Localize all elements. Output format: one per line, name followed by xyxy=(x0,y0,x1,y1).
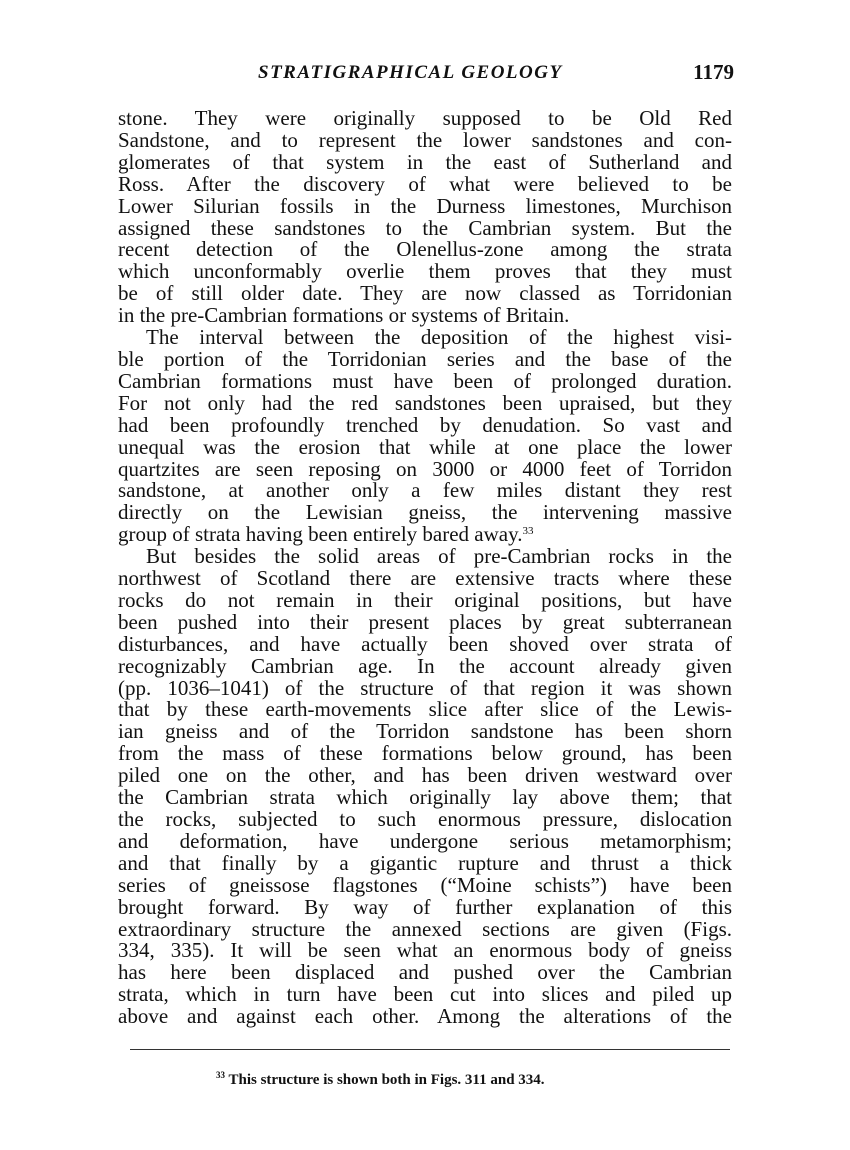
text-line-with-footnote-ref xyxy=(118,524,732,546)
text-line: Sandstone, and to represent the lower sandstones and con- xyxy=(118,127,732,152)
text-line: rocks do not remain in their original positions, but have xyxy=(118,587,732,612)
page-number: 1179 xyxy=(693,60,734,84)
text-line: in the pre-Cambrian formations or systems of Britain. xyxy=(118,303,570,328)
text-line: glomerates of that system in the east of Sutherland and xyxy=(118,149,732,174)
text-line: Lower Silurian fossils in the Durness limestones, Murchison xyxy=(118,193,732,218)
text-line: directly on the Lewisian gneiss, the intervening massive xyxy=(118,500,732,525)
text-line: sandstone, at another only a few miles distant they rest xyxy=(118,478,732,503)
text-line: For not only had the red sandstones been upraised, but they xyxy=(118,390,732,415)
text-line: assigned these sandstones to the Cambrian system. But the xyxy=(118,215,732,240)
text-line: had been profoundly trenched by denudation. So vast and xyxy=(118,412,732,437)
text-line: the Cambrian strata which originally lay above them; that xyxy=(118,785,732,810)
text-line: and deformation, have undergone serious metamorphism; xyxy=(118,828,732,853)
text-line: brought forward. By way of further explanation of this xyxy=(118,894,732,919)
text-line: The interval between the deposition of the highest visi- xyxy=(146,325,732,350)
text-line: group of strata having been entirely bared away. xyxy=(118,522,523,547)
text-line: has here been displaced and pushed over the Cambrian xyxy=(118,960,732,985)
footnote-divider xyxy=(130,1049,730,1050)
text-line: the rocks, subjected to such enormous pressure, dislocation xyxy=(118,807,732,831)
text-line: 334, 335). It will be seen what an enormous body of gneiss xyxy=(118,938,732,963)
text-line: recognizably Cambrian age. In the account already given xyxy=(118,653,732,678)
text-line: Cambrian formations must have been of prolonged duration. xyxy=(118,368,732,393)
running-head xyxy=(118,60,738,88)
text-line: disturbances, and have actually been shoved over strata of xyxy=(118,631,732,656)
text-line: recent detection of the Olenellus-zone among the strata xyxy=(118,237,732,262)
text-line: been pushed into their present places by great subterranean xyxy=(118,609,732,634)
text-line: northwest of Scotland there are extensive tracts where these xyxy=(118,566,732,591)
footnote xyxy=(216,1072,545,1089)
text-line: which unconformably overlie them proves that they must xyxy=(118,259,732,284)
text-line: ian gneiss and of the Torridon sandstone has been shorn xyxy=(118,719,732,744)
text-line: from the mass of these formations below ground, has been xyxy=(118,741,732,766)
text-line: series of gneissose flagstones (“Moine schists”) have been xyxy=(118,872,732,897)
body-text xyxy=(118,108,732,1028)
text-line: and that finally by a gigantic rupture and thrust a thick xyxy=(118,850,732,875)
text-line: unequal was the erosion that while at one place the lower xyxy=(118,434,732,459)
text-line: But besides the solid areas of pre-Cambrian rocks in the xyxy=(146,544,732,569)
text-line: that by these earth-movements slice after slice of the Lewis- xyxy=(118,697,732,722)
text-line: quartzites are seen reposing on 3000 or 4000 feet of Torridon xyxy=(118,456,732,481)
text-line: stone. They were originally supposed to be Old Red xyxy=(118,106,732,130)
text-line: be of still older date. They are now classed as Torridonian xyxy=(118,281,732,306)
text-line: strata, which in turn have been cut into slices and piled up xyxy=(118,982,732,1007)
running-title: STRATIGRAPHICAL GEOLOGY xyxy=(258,62,563,83)
text-line: above and against each other. Among the alterations of the xyxy=(118,1004,732,1029)
footnote-reference: 33 xyxy=(522,525,534,538)
text-line: extraordinary structure the annexed sections are given (Figs. xyxy=(118,916,732,941)
text-line: piled one on the other, and has been driven westward over xyxy=(118,763,732,788)
text-line: (pp. 1036–1041) of the structure of that region it was shown xyxy=(118,675,732,700)
footnote-marker: 33 xyxy=(216,1070,225,1080)
footnote-text: This structure is shown both in Figs. 311 and 334. xyxy=(228,1072,545,1088)
text-line: Ross. After the discovery of what were believed to be xyxy=(118,171,732,196)
text-line: ble portion of the Torridonian series and the base of the xyxy=(118,346,732,371)
